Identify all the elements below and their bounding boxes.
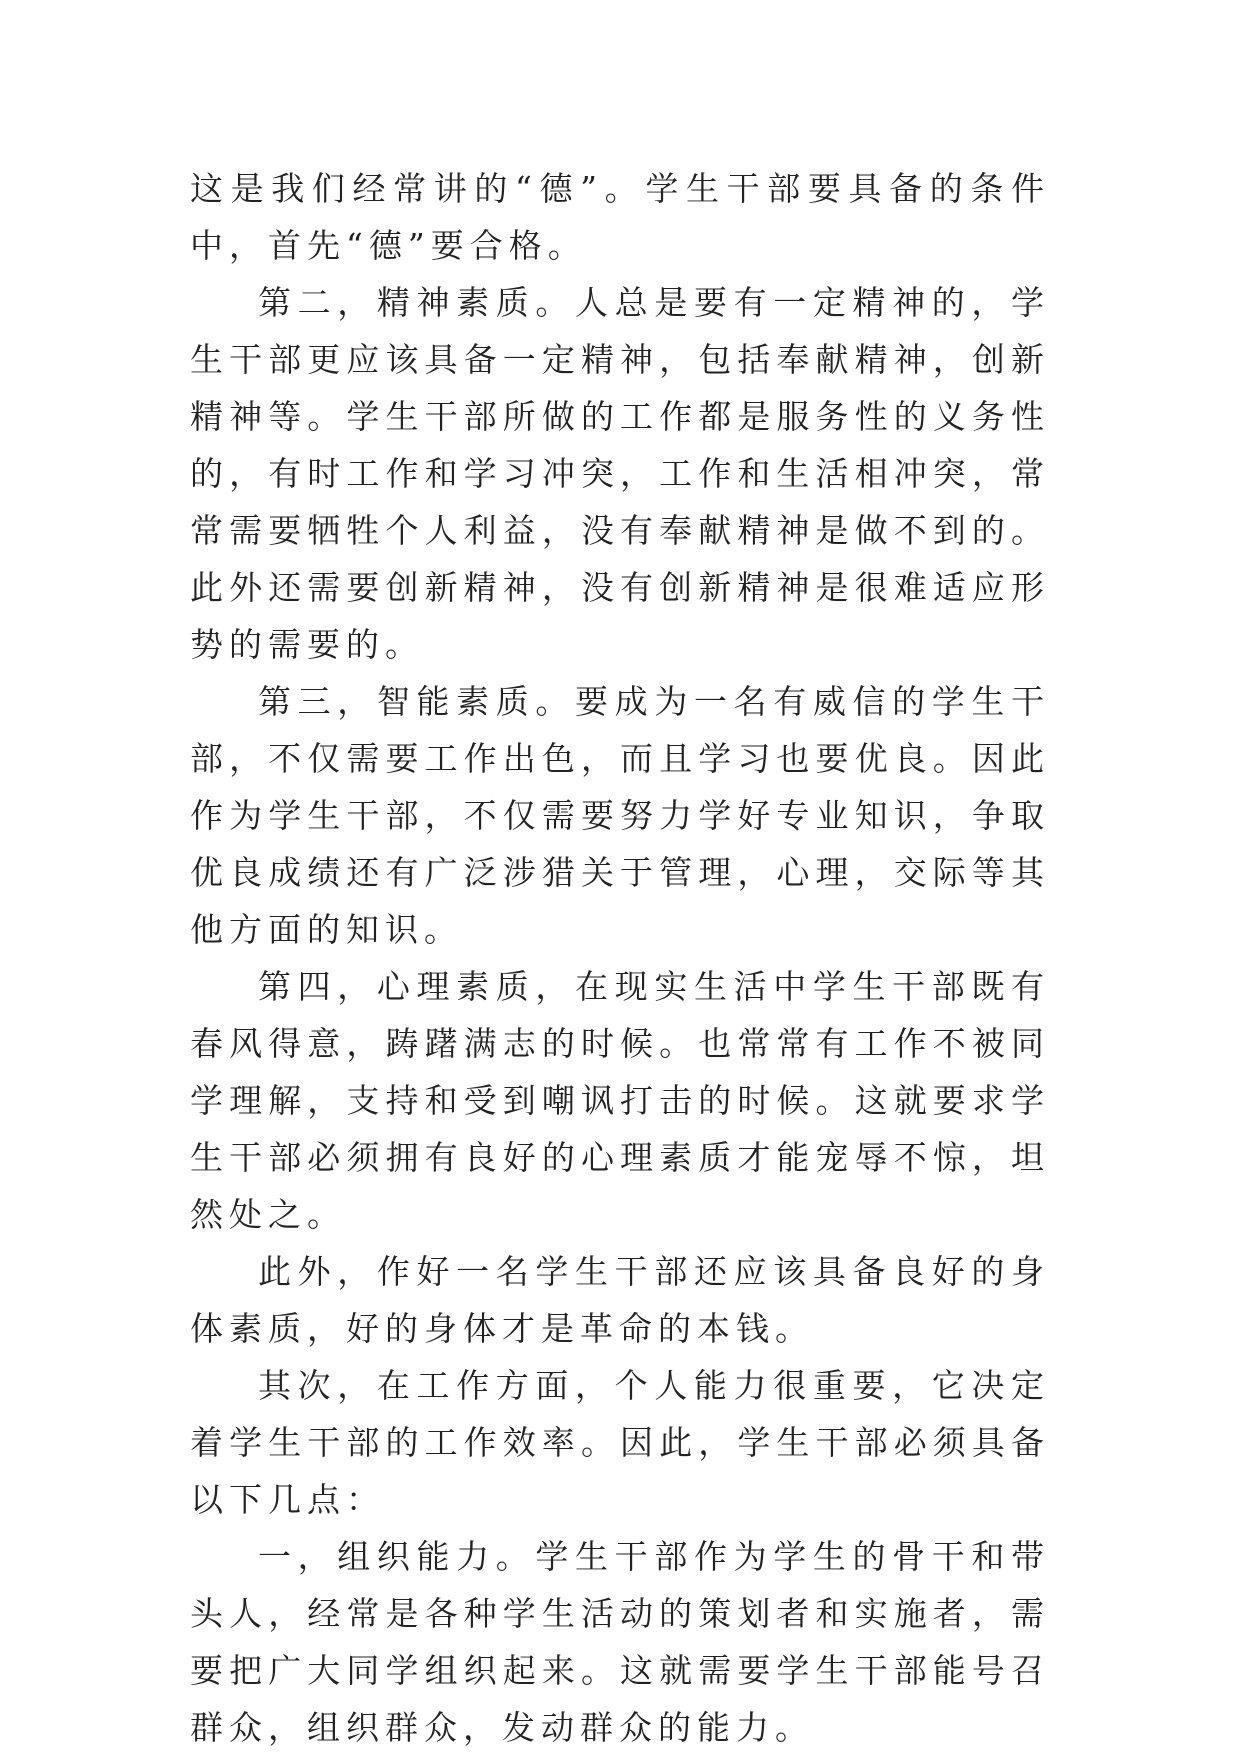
paragraph-psychological-quality: 第四，心理素质，在现实生活中学生干部既有春风得意，踌躇满志的时候。也常常有工作不被同学理解，支持和受到嘲讽打击的时候。这就要求学生干部必须拥有良好的心理素质才能宠辱不惊，坦然处之。 <box>190 967 1050 1234</box>
paragraph-organizing-ability: 一，组织能力。学生干部作为学生的骨干和带头人，经常是各种学生活动的策划者和实施者，需要把广大同学组织起来。这就需要学生干部能号召群众，组织群众，发动群众的能力。 <box>190 1537 1050 1747</box>
paragraph-intellectual-quality: 第三，智能素质。要成为一名有威信的学生干部，不仅需要工作出色，而且学习也要优良。因此作为学生干部，不仅需要努力学好专业知识，争取优良成绩还有广泛涉猎关于管理，心理，交际等其他方面的知识。 <box>190 682 1050 949</box>
document-body <box>190 160 1050 1756</box>
paragraph-work-ability-intro: 其次，在工作方面，个人能力很重要，它决定着学生干部的工作效率。因此，学生干部必须具备以下几点： <box>190 1366 1050 1519</box>
paragraph-physical-quality: 此外，作好一名学生干部还应该具备良好的身体素质，好的身体才是革命的本钱。 <box>190 1252 1050 1348</box>
paragraph-spirit-quality: 第二，精神素质。人总是要有一定精神的，学生干部更应该具备一定精神，包括奉献精神，创新精神等。学生干部所做的工作都是服务性的义务性的，有时工作和学习冲突，工作和生活相冲突，常常需要牺牲个人利益，没有奉献精神是做不到的。此外还需要创新精神，没有创新精神是很难适应形势的需要的。 <box>190 283 1050 664</box>
paragraph-continuation-de: 这是我们经常讲的“德”。学生干部要具备的条件中，首先“德”要合格。 <box>190 169 1050 265</box>
